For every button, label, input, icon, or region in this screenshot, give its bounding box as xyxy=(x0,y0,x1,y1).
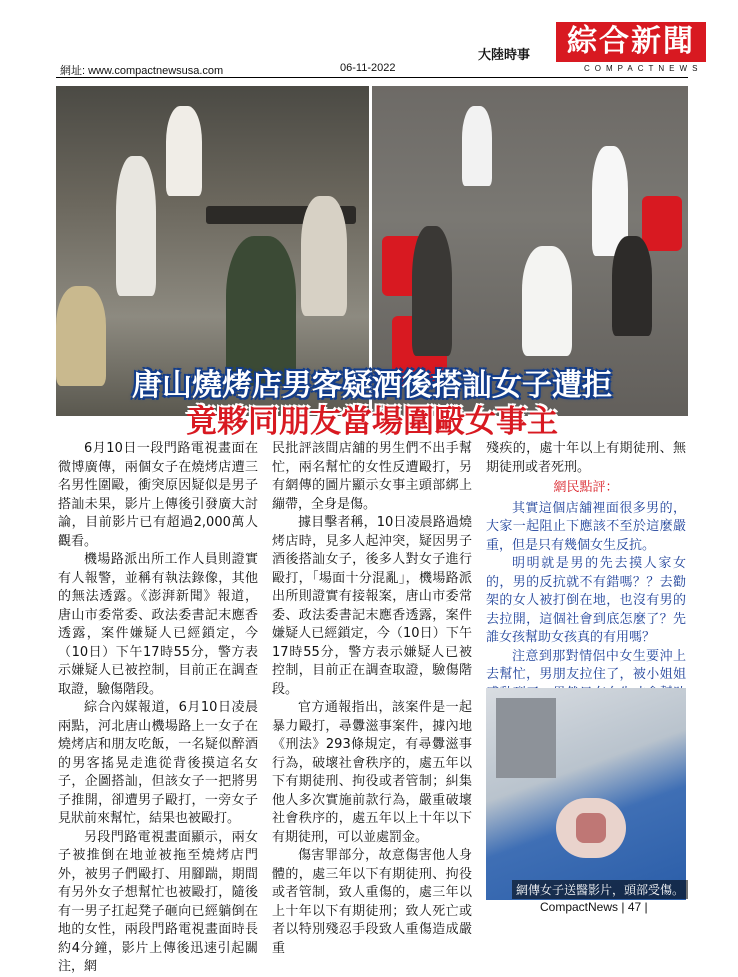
page-header xyxy=(0,0,738,80)
footer-separator: | xyxy=(621,900,628,914)
issue-date: 06-11-2022 xyxy=(340,62,396,74)
paragraph: 傷害罪部分，故意傷害他人身體的，處三年以下有期徒刑、拘役或者管制，致人重傷的，處三年以上十年以下有期徒刑；致人死亡或者以特別殘忍手段致人重傷造成嚴重 xyxy=(272,848,472,956)
section-category: 大陸時事 xyxy=(478,48,531,63)
paragraph: 6月10日一段門路電視畫面在微博廣傳，兩個女子在燒烤店遭三名男性圍毆，衝突原因疑似是男子搭訕未果，影片上傳後引發廣大討論，目前影片已有超過2,000萬人觀看。 xyxy=(58,441,258,549)
person-shape xyxy=(522,246,572,356)
header-rule xyxy=(56,77,688,78)
paragraph: 據目擊者稱，10日凌晨路過燒烤店時，見多人起沖突，疑因男子酒後搭訕女子，後多人對女子進行毆打，「場面十分混亂」，機場路派出所則證實有接報案，唐山市委常委、政法委書記末應香透露，案件嫌疑人已經鎖定，今（10日）下午17時55分，警方表示嫌疑人已被控制，目前正在調查取證，驗傷階段。 xyxy=(272,515,472,697)
brand-logo-sub: COMPACTNEWS xyxy=(584,64,703,73)
footer-separator: | xyxy=(644,900,648,914)
paragraph: 綜合內媒報道，6月10日凌晨兩點，河北唐山機場路上一女子在燒烤店和朋友吃飯，一名疑似醉酒的男客搖晃走進從背後摸這名女子，企圖搭訕，但該女子一把將男子推開，卻遭男子毆打，一旁女子見狀前來幫忙，結果也被毆打。 xyxy=(58,700,258,826)
person-shape xyxy=(462,106,492,186)
photo-caption: 網傳女子送醫影片，頭部受傷。 xyxy=(512,880,688,899)
site-url: 網址: www.compactnewsusa.com xyxy=(60,65,224,77)
page-footer xyxy=(540,900,648,914)
person-shape xyxy=(612,236,652,336)
chair-shape xyxy=(642,196,682,251)
footer-brand: CompactNews xyxy=(540,900,619,914)
person-shape xyxy=(166,106,202,196)
person-shape xyxy=(116,156,156,296)
paragraph: 殘疾的，處十年以上有期徒刑、無期徒刑或者死刑。 xyxy=(486,441,686,475)
injury-shape xyxy=(576,813,606,843)
paragraph: 另段門路電視畫面顯示，兩女子被推倒在地並被拖至燒烤店門外，被男子們毆打、用腳踹，期間有另外女子想幫忙也被毆打，隨後有一男子扛起凳子砸向已經躺倒在地的女性，兩段門路電視畫面時長約4分鐘，影片上傳後迅速引起關注，網 xyxy=(58,829,258,974)
headline-line-1: 唐山燒烤店男客疑酒後搭訕女子遭拒 xyxy=(132,368,612,403)
article-column-1 xyxy=(58,440,258,977)
netizen-comment: 明明就是男的先去摸人家女的，男的反抗就不有錯嗎？？去勸架的女人被打倒在地，也沒有男的去拉開，這個社會到底怎麼了？先誰女孩幫助女孩真的有用嗎？ xyxy=(486,556,686,645)
monitor-shape xyxy=(496,698,556,778)
article-column-3 xyxy=(486,440,686,722)
paragraph: 官方通報指出，該案件是一起暴力毆打，尋釁滋事案件，據內地《刑法》293條規定，有尋釁滋事行為，破壞社會秩序的，處五年以下有期徒刑、拘役或者管制；糾集他人多次實施前款行為，嚴重破壞社會秩序的，處五年以上十年以下有期徒刑，可以並處罰金。 xyxy=(272,700,472,845)
paragraph: 機場路派出所工作人員則證實有人報警，並稱有執法錄像，其他的無法透露。《澎湃新聞》報道，唐山市委常委、政法委書記末應香透露，案件嫌疑人已經鎖定，今（10日）下午17時55分，警方表示嫌疑人已被控制，目前正在調查取證，驗傷階段。 xyxy=(58,552,258,697)
page-number: 47 xyxy=(627,900,642,914)
brand-logo: 綜合新聞 xyxy=(556,22,706,62)
netizen-comment: 其實這個店舖裡面很多男的，大家一起阻止下應該不至於這麼嚴重，但是只有幾個女生反抗。 xyxy=(486,500,686,553)
article-column-2 xyxy=(272,440,472,958)
netizen-title: 網民點評： xyxy=(553,480,619,495)
hospital-photo xyxy=(486,688,686,900)
person-shape xyxy=(412,226,452,356)
paragraph: 民批評該間店舖的男生們不出手幫忙，兩名幫忙的女性反遭毆打，另有網傳的圖片顯示女事主頭部綁上繃帶，全身是傷。 xyxy=(272,441,472,512)
headline-line-2: 竟夥同朋友當場圍毆女事主 xyxy=(186,404,558,440)
person-shape xyxy=(301,196,347,316)
netizen-comment: 注意到那對情侶中女生要沖上去幫忙，男朋友拉住了，被小姐姐 xyxy=(486,648,686,682)
